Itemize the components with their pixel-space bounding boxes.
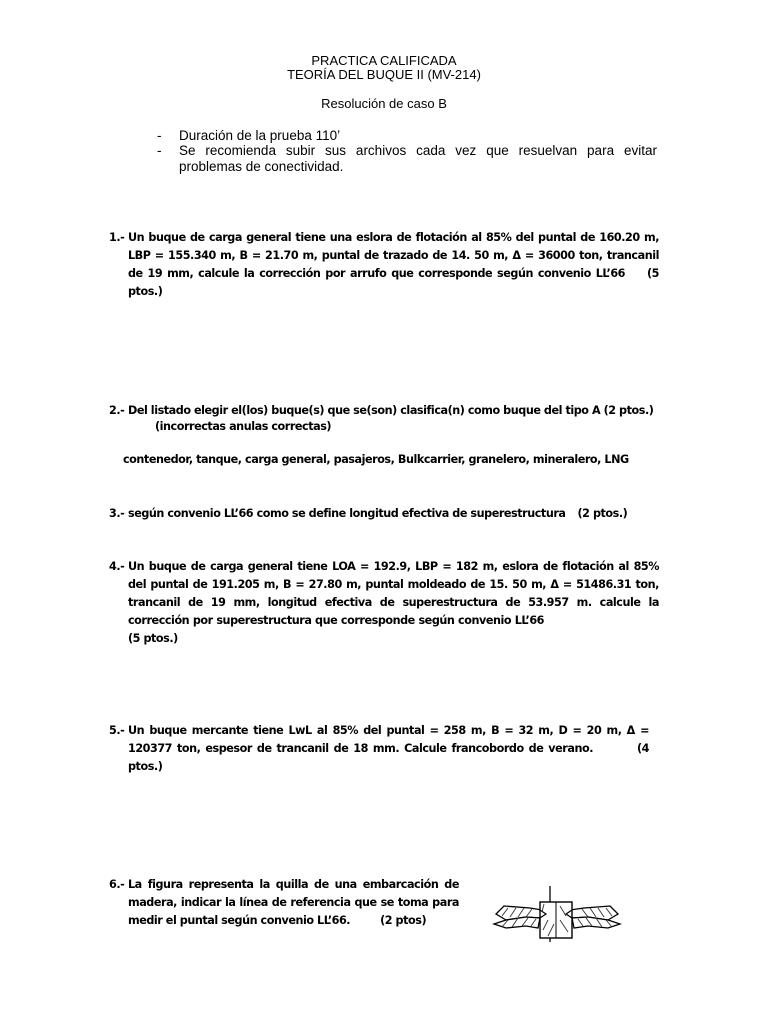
question-points: (4 ptos.) xyxy=(128,742,649,773)
question-2-options: contenedor, tanque, carga general, pasajeros, Bulkcarrier, granelero, mineralero, LNG xyxy=(123,453,629,466)
instruction-upload: Se recomienda subir sus archivos cada vez que resuelvan para evitar problemas de conectividad. xyxy=(179,143,657,174)
question-points: (2 ptos) xyxy=(380,914,427,927)
question-points: (2 ptos.) xyxy=(577,507,628,520)
exam-title: PRACTICA CALIFICADA xyxy=(311,53,457,68)
question-text: según convenio LL’66 como se define longitud efectiva de superestructura xyxy=(128,507,566,520)
question-number: 3.- xyxy=(109,507,125,520)
question-text: Un buque de carga general tiene una eslora de flotación al 85% del puntal de 160.20 m, LBP = 155.340 m, B = 21.70 m, puntal de trazado de 14. 50 m, Δ = 36000 ton, trancanil de 19 mm, calcule la corrección por arrufo que corresponde según convenio LL’66 xyxy=(128,231,659,280)
question-text: Del listado elegir el(los) buque(s) que se(son) clasifica(n) como buque del tipo A (2 ptos.) xyxy=(128,404,654,417)
course-name: TEORÍA DEL BUQUE II (MV-214) xyxy=(287,67,481,82)
question-text: Un buque mercante tiene LwL al 85% del puntal = 258 m, B = 32 m, D = 20 m, Δ = 120377 ton, espesor de trancanil de 18 mm. Calcule francobordo de verano. xyxy=(128,724,649,755)
question-number: 1.- xyxy=(109,231,125,244)
question-2-note: (incorrectas anulas correctas) xyxy=(155,420,332,433)
keel-cross-section-icon xyxy=(490,884,625,944)
question-text: La figura representa la quilla de una embarcación de madera, indicar la línea de referencia que se toma para medir el puntal según convenio LL’66. xyxy=(128,878,459,927)
question-points: (5 ptos.) xyxy=(128,632,178,645)
case-subtitle: Resolución de caso B xyxy=(321,96,447,111)
question-number: 6.- xyxy=(109,878,125,891)
question-points: (5 ptos.) xyxy=(128,267,659,298)
question-number: 5.- xyxy=(109,724,125,737)
question-text: Un buque de carga general tiene LOA = 192.9, LBP = 182 m, eslora de flotación al 85% del puntal de 191.205 m, B = 27.80 m, puntal moldeado de 15. 50 m, Δ = 51486.31 ton, trancanil de 19 mm, longitud efectiva de superestructura de 53.957 m. calcule la corrección por superestructura que corresponde según convenio LL’66 xyxy=(128,560,659,627)
instruction-duration: Duración de la prueba 110’ xyxy=(179,128,341,143)
question-number: 4.- xyxy=(109,560,125,573)
bullet-dash: - xyxy=(157,128,162,143)
question-number: 2.- xyxy=(109,404,125,417)
bullet-dash: - xyxy=(157,143,162,158)
